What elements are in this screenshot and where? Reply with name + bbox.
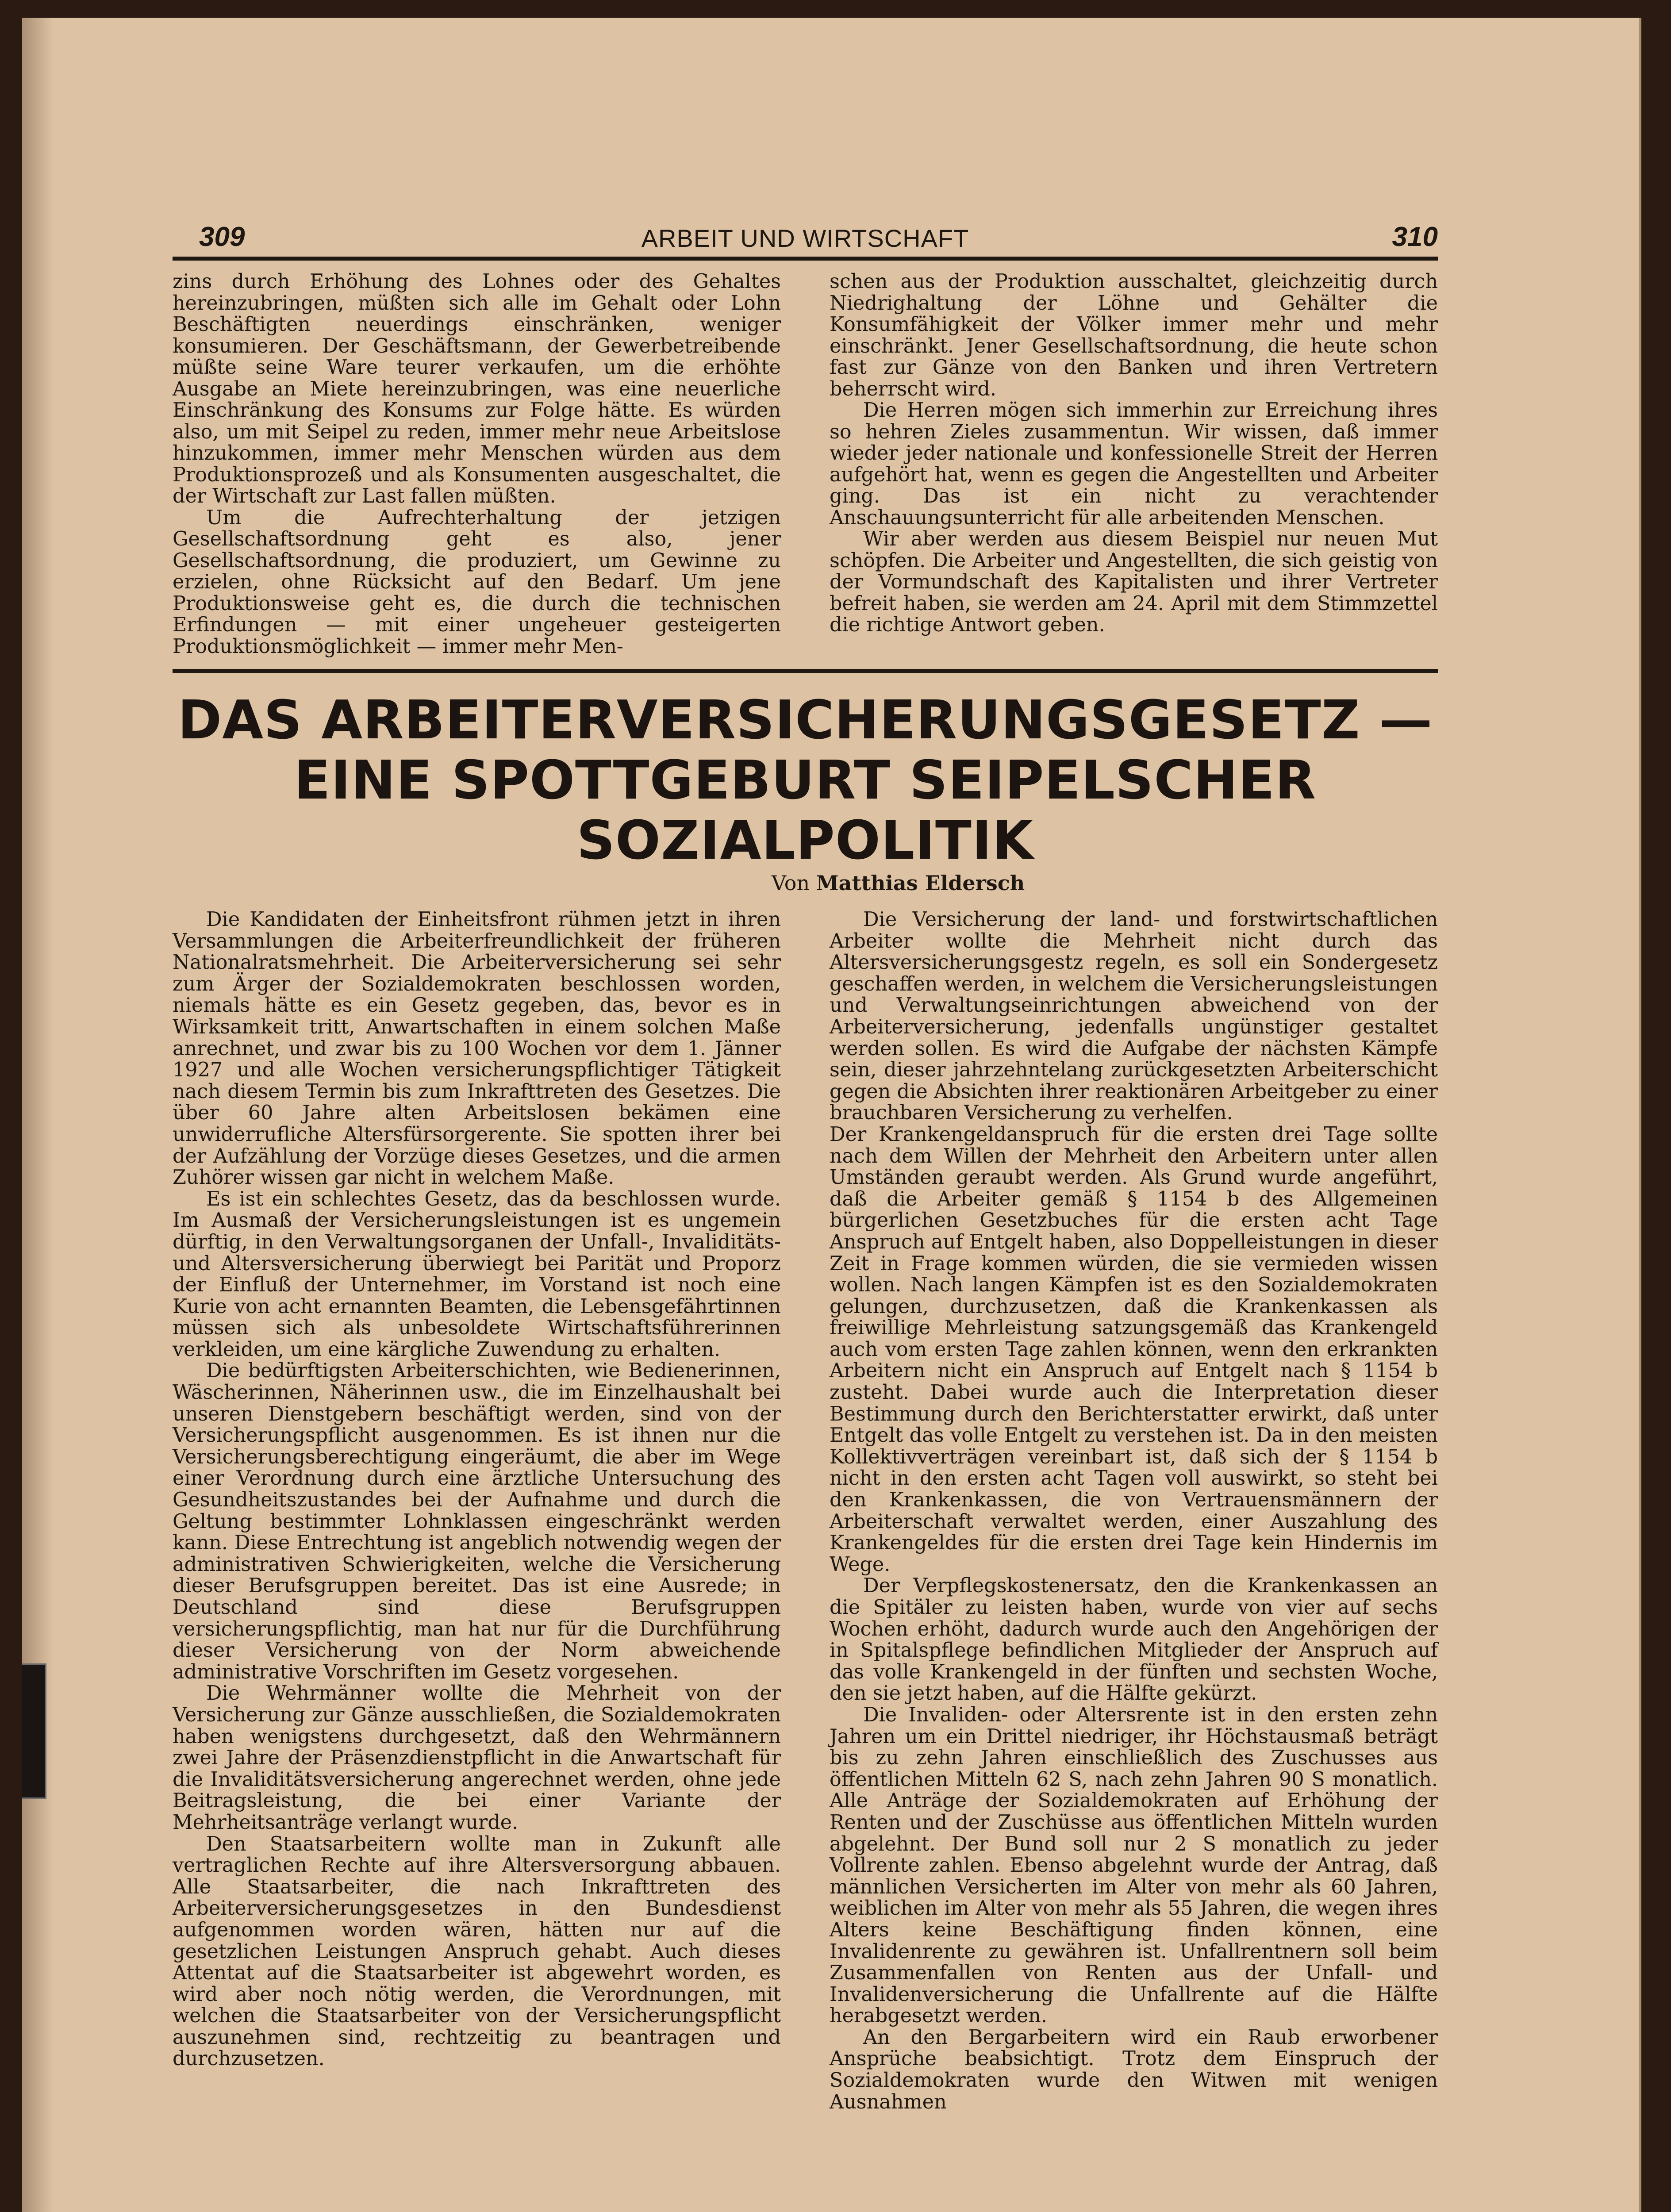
paragraph: An den Bergarbeitern wird ein Raub erworbener Ansprüche beabsichtigt. Trotz dem Einspruch der Sozialdemokraten wurde den Witwen mit wenigen Ausnahmen — [830, 2026, 1438, 2113]
byline — [358, 871, 1438, 895]
running-title: ARBEIT UND WIRTSCHAFT — [641, 224, 969, 252]
paragraph: Die Invaliden- oder Altersrente ist in den ersten zehn Jahren um ein Drittel niedriger, ihr Höchstausmaß beträgt bis zu zehn Jahren einschließlich des Zuschusses aus öffentlichen Mitteln 62 S, nach zehn Jahren 90 S monatlich. Alle Anträge der Sozialdemokraten auf Erhöhung der Renten und der Zuschüsse aus öffentlichen Mitteln wurden abgelehnt. Der Bund soll nur 2 S monatlich zu jeder Vollrente zahlen. Ebenso abgelehnt wurde der Antrag, daß männlichen Versicherten im Alter von mehr als 60 Jahren, weiblichen im Alter von mehr als 55 Jahren, die wegen ihres Alters keine Beschäftigung finden können, eine Invalidenrente zu gewähren ist. Unfallrentnern soll beim Zusammenfallen von Renten aus der Unfall- und Invalidenversicherung die Unfallrente auf die Hälfte herabgesetzt werden. — [830, 1703, 1438, 2028]
paragraph: Die Wehrmänner wollte die Mehrheit von der Versicherung zur Gänze ausschließen, die Sozialdemokraten haben wenigstens durchgesetzt, daß den Wehrmännern zwei Jahre der Präsenzdienstpflicht in die Anwartschaft für die Invaliditätsversicherung angerechnet werden, ohne jede Beitragsleistung, die bei einer Variante der Mehrheitsanträge verlangt wurde. — [173, 1682, 781, 1834]
article-right-column — [830, 909, 1438, 2113]
paragraph: schen aus der Produktion ausschaltet, gleichzeitig durch Niedrighaltung der Löhne und Gehälter die Konsumfähigkeit der Völker immer mehr und mehr einschränkt. Jener Gesellschaftsordnung, die heute schon fast zur Gänze von den Banken und ihren Vertretern beherrscht wird. — [830, 270, 1438, 400]
binding-clip — [22, 1663, 46, 1799]
article-separator-rule — [173, 669, 1438, 673]
article-headline — [173, 691, 1438, 871]
paragraph: Wir aber werden aus diesem Beispiel nur neuen Mut schöpfen. Die Arbeiter und Angestellten, die sich geistig von der Vormundschaft des Kapitalisten und ihrer Vertreter befreit haben, sie werden am 24. April mit dem Stimmzettel die richtige Antwort geben. — [830, 528, 1438, 636]
paragraph: Um die Aufrechterhaltung der jetzigen Gesellschaftsordnung geht es also, jener Gesellschaftsordnung, die produziert, um Gewinne zu erzielen, ohne Rücksicht auf den Bedarf. Um jene Produktionsweise geht es, die durch die technischen Erfindungen — mit einer ungeheuer gesteigerten Produktionsmöglichkeit — immer mehr Men- — [173, 506, 781, 658]
paragraph: Die Herren mögen sich immerhin zur Erreichung ihres so hehren Zieles zusammentun. Wir wissen, daß immer wieder jeder nationale und konfessionelle Streit der Herren aufgehört hat, wenn es gegen die Angestellten und Arbeiter ging. Das ist ein nicht zu verachtender Anschauungsunterricht für alle arbeitenden Menschen. — [830, 399, 1438, 529]
previous-article-left-column — [173, 271, 781, 657]
paragraph: Der Krankengeldanspruch für die ersten drei Tage sollte nach dem Willen der Mehrheit den Arbeitern unter allen Umständen geraubt werden. Als Grund wurde angeführt, daß die Arbeiter gemäß § 1154 b des Allgemeinen bürgerlichen Gesetzbuches für die ersten acht Tage Anspruch auf Entgelt haben, also Doppelleistungen in dieser Zeit in Frage kommen würden, die sie vermieden wissen wollen. Nach langen Kämpfen ist es den Sozialdemokraten gelungen, durchzusetzen, daß die Krankenkassen als freiwillige Mehrleistung satzungsgemäß das Krankengeld auch vom ersten Tage zahlen können, wenn den erkrankten Arbeitern nicht ein Anspruch auf Entgelt nach § 1154 b zusteht. Dabei wurde auch die Interpretation dieser Bestimmung durch den Berichterstatter erwirkt, daß unter Entgelt das volle Entgelt zu verstehen ist. Da in den meisten Kollektivverträgen vereinbart ist, daß sich der § 1154 b nicht in den ersten acht Tagen voll auswirkt, so steht bei den Krankenkassen, die von Vertrauensmännern der Arbeiterschaft verwaltet werden, einer Auszahlung des Krankengeldes für die ersten drei Tage kein Hindernis im Wege. — [830, 1123, 1438, 1576]
previous-article — [173, 271, 1438, 657]
page-number-left: 309 — [199, 222, 245, 252]
header-rule — [173, 257, 1438, 261]
magazine-page — [22, 18, 1641, 2212]
paragraph: Die Kandidaten der Einheitsfront rühmen jetzt in ihren Versammlungen die Arbeiterfreundlichkeit der früheren Nationalratsmehrheit. Die Arbeiterversicherung sei sehr zum Ärger der Sozialdemokraten beschlossen worden, niemals hätte es ein Gesetz gegeben, das, bevor es in Wirksamkeit tritt, Anwartschaften in einem solchen Maße anrechnet, und zwar bis zu 100 Wochen vor dem 1. Jänner 1927 und alle Wochen versicherungspflichtiger Tätigkeit nach diesem Termin bis zum Inkrafttreten des Gesetzes. Die über 60 Jahre alten Arbeitslosen bekämen eine unwiderrufliche Altersfürsorgerente. Sie spotten ihrer bei der Aufzählung der Vorzüge dieses Gesetzes, und die armen Zuhörer wissen gar nicht in welchem Maße. — [173, 908, 781, 1189]
page-edge-shadow — [22, 18, 53, 2212]
previous-article-right-column — [830, 271, 1438, 657]
byline-prefix: Von — [771, 871, 816, 895]
running-head — [173, 212, 1438, 257]
headline-line: SOZIALPOLITIK — [576, 810, 1034, 872]
paragraph: Es ist ein schlechtes Gesetz, das da beschlossen wurde. Im Ausmaß der Versicherungsleistungen ist es ungemein dürftig, in den Verwaltungsorganen der Unfall-, Invaliditäts- und Altersversicherung überwiegt bei Parität und Proporz der Einfluß der Unternehmer, im Vorstand ist noch eine Kurie von acht ernannten Beamten, die Lebensgefährtinnen müssen sich als unbesoldete Wirtschaftsführerinnen verkleiden, um eine kärgliche Zuwendung zu erhalten. — [173, 1187, 781, 1361]
byline-author: Matthias Eldersch — [816, 871, 1025, 895]
page-content — [173, 212, 1438, 2113]
article-left-column — [173, 909, 781, 2113]
page-number-right: 310 — [1392, 222, 1438, 252]
paragraph: Die Versicherung der land- und forstwirtschaftlichen Arbeiter wollte die Mehrheit nicht durch das Altersversicherungsgestz regeln, es soll ein Sondergesetz geschaffen werden, in welchem die Versicherungsleistungen und Verwaltungseinrichtungen abweichend von der Arbeiterversicherung, jedenfalls ungünstiger gestaltet werden sollen. Es wird die Aufgabe der nächsten Kämpfe sein, dieser jahrzehntelang zurückgesetzten Arbeiterschicht gegen die Absichten ihrer reaktionären Arbeitgeber zu einer brauchbaren Versicherung zu verhelfen. — [830, 908, 1438, 1125]
headline-line: DAS ARBEITERVERSICHERUNGSGESETZ — — [177, 690, 1433, 751]
article-body — [173, 909, 1438, 2113]
paragraph: Den Staatsarbeitern wollte man in Zukunft alle vertraglichen Rechte auf ihre Altersversorgung abbauen. Alle Staatsarbeiter, die nach Inkrafttreten des Arbeiterversicherungsgesetzes in den Bundesdienst aufgenommen worden wären, hätten nur auf die gesetzlichen Leistungen Anspruch gehabt. Auch dieses Attentat auf die Staatsarbeiter ist abgewehrt worden, es wird aber noch nötig werden, die Verordnungen, mit welchen die Staatsarbeiter von der Versicherungspflicht auszunehmen sind, rechtzeitig zu beantragen und durchzusetzen. — [173, 1832, 781, 2070]
paragraph: Der Verpflegskostenersatz, den die Krankenkassen an die Spitäler zu leisten haben, wurde von vier auf sechs Wochen erhöht, dadurch wurde auch den Angehörigen der in Spitalspflege befindlichen Mitglieder der Anspruch auf das volle Krankengeld in der fünften und sechsten Woche, den sie jetzt haben, auf die Hälfte gekürzt. — [830, 1575, 1438, 1705]
headline-line: EINE SPOTTGEBURT SEIPELSCHER — [294, 750, 1317, 811]
paragraph: Die bedürftigsten Arbeiterschichten, wie Bedienerinnen, Wäscherinnen, Näherinnen usw., die im Einzelhaushalt bei unseren Dienstgebern beschäftigt werden, sind von der Versicherungspflicht ausgenommen. Es ist ihnen nur die Versicherungsberechtigung eingeräumt, die aber im Wege einer Verordnung durch eine ärztliche Untersuchung des Gesundheitszustandes bei der Aufnahme und durch die Geltung bestimmter Lohnklassen eingeschränkt werden kann. Diese Entrechtung ist angeblich notwendig wegen der administrativen Schwierigkeiten, welche die Versicherung dieser Berufsgruppen bereitet. Das ist eine Ausrede; in Deutschland sind diese Berufsgruppen versicherungspflichtig, man hat nur für die Durchführung dieser Versicherung von der Norm abweichende administrative Vorschriften im Gesetz vorgesehen. — [173, 1359, 781, 1683]
paragraph: zins durch Erhöhung des Lohnes oder des Gehaltes hereinzubringen, müßten sich alle im Gehalt oder Lohn Beschäftigten neuerdings einschränken, weniger konsumieren. Der Geschäftsmann, der Gewerbetreibende müßte seine Ware teurer verkaufen, um die erhöhte Ausgabe an Miete hereinzubringen, was eine neuerliche Einschränkung des Konsums zur Folge hätte. Es würden also, um mit Seipel zu reden, immer mehr neue Arbeitslose hinzukommen, immer mehr Menschen würden aus dem Produktionsprozeß und als Konsumenten ausgeschaltet, die der Wirtschaft zur Last fallen müßten. — [173, 270, 781, 507]
